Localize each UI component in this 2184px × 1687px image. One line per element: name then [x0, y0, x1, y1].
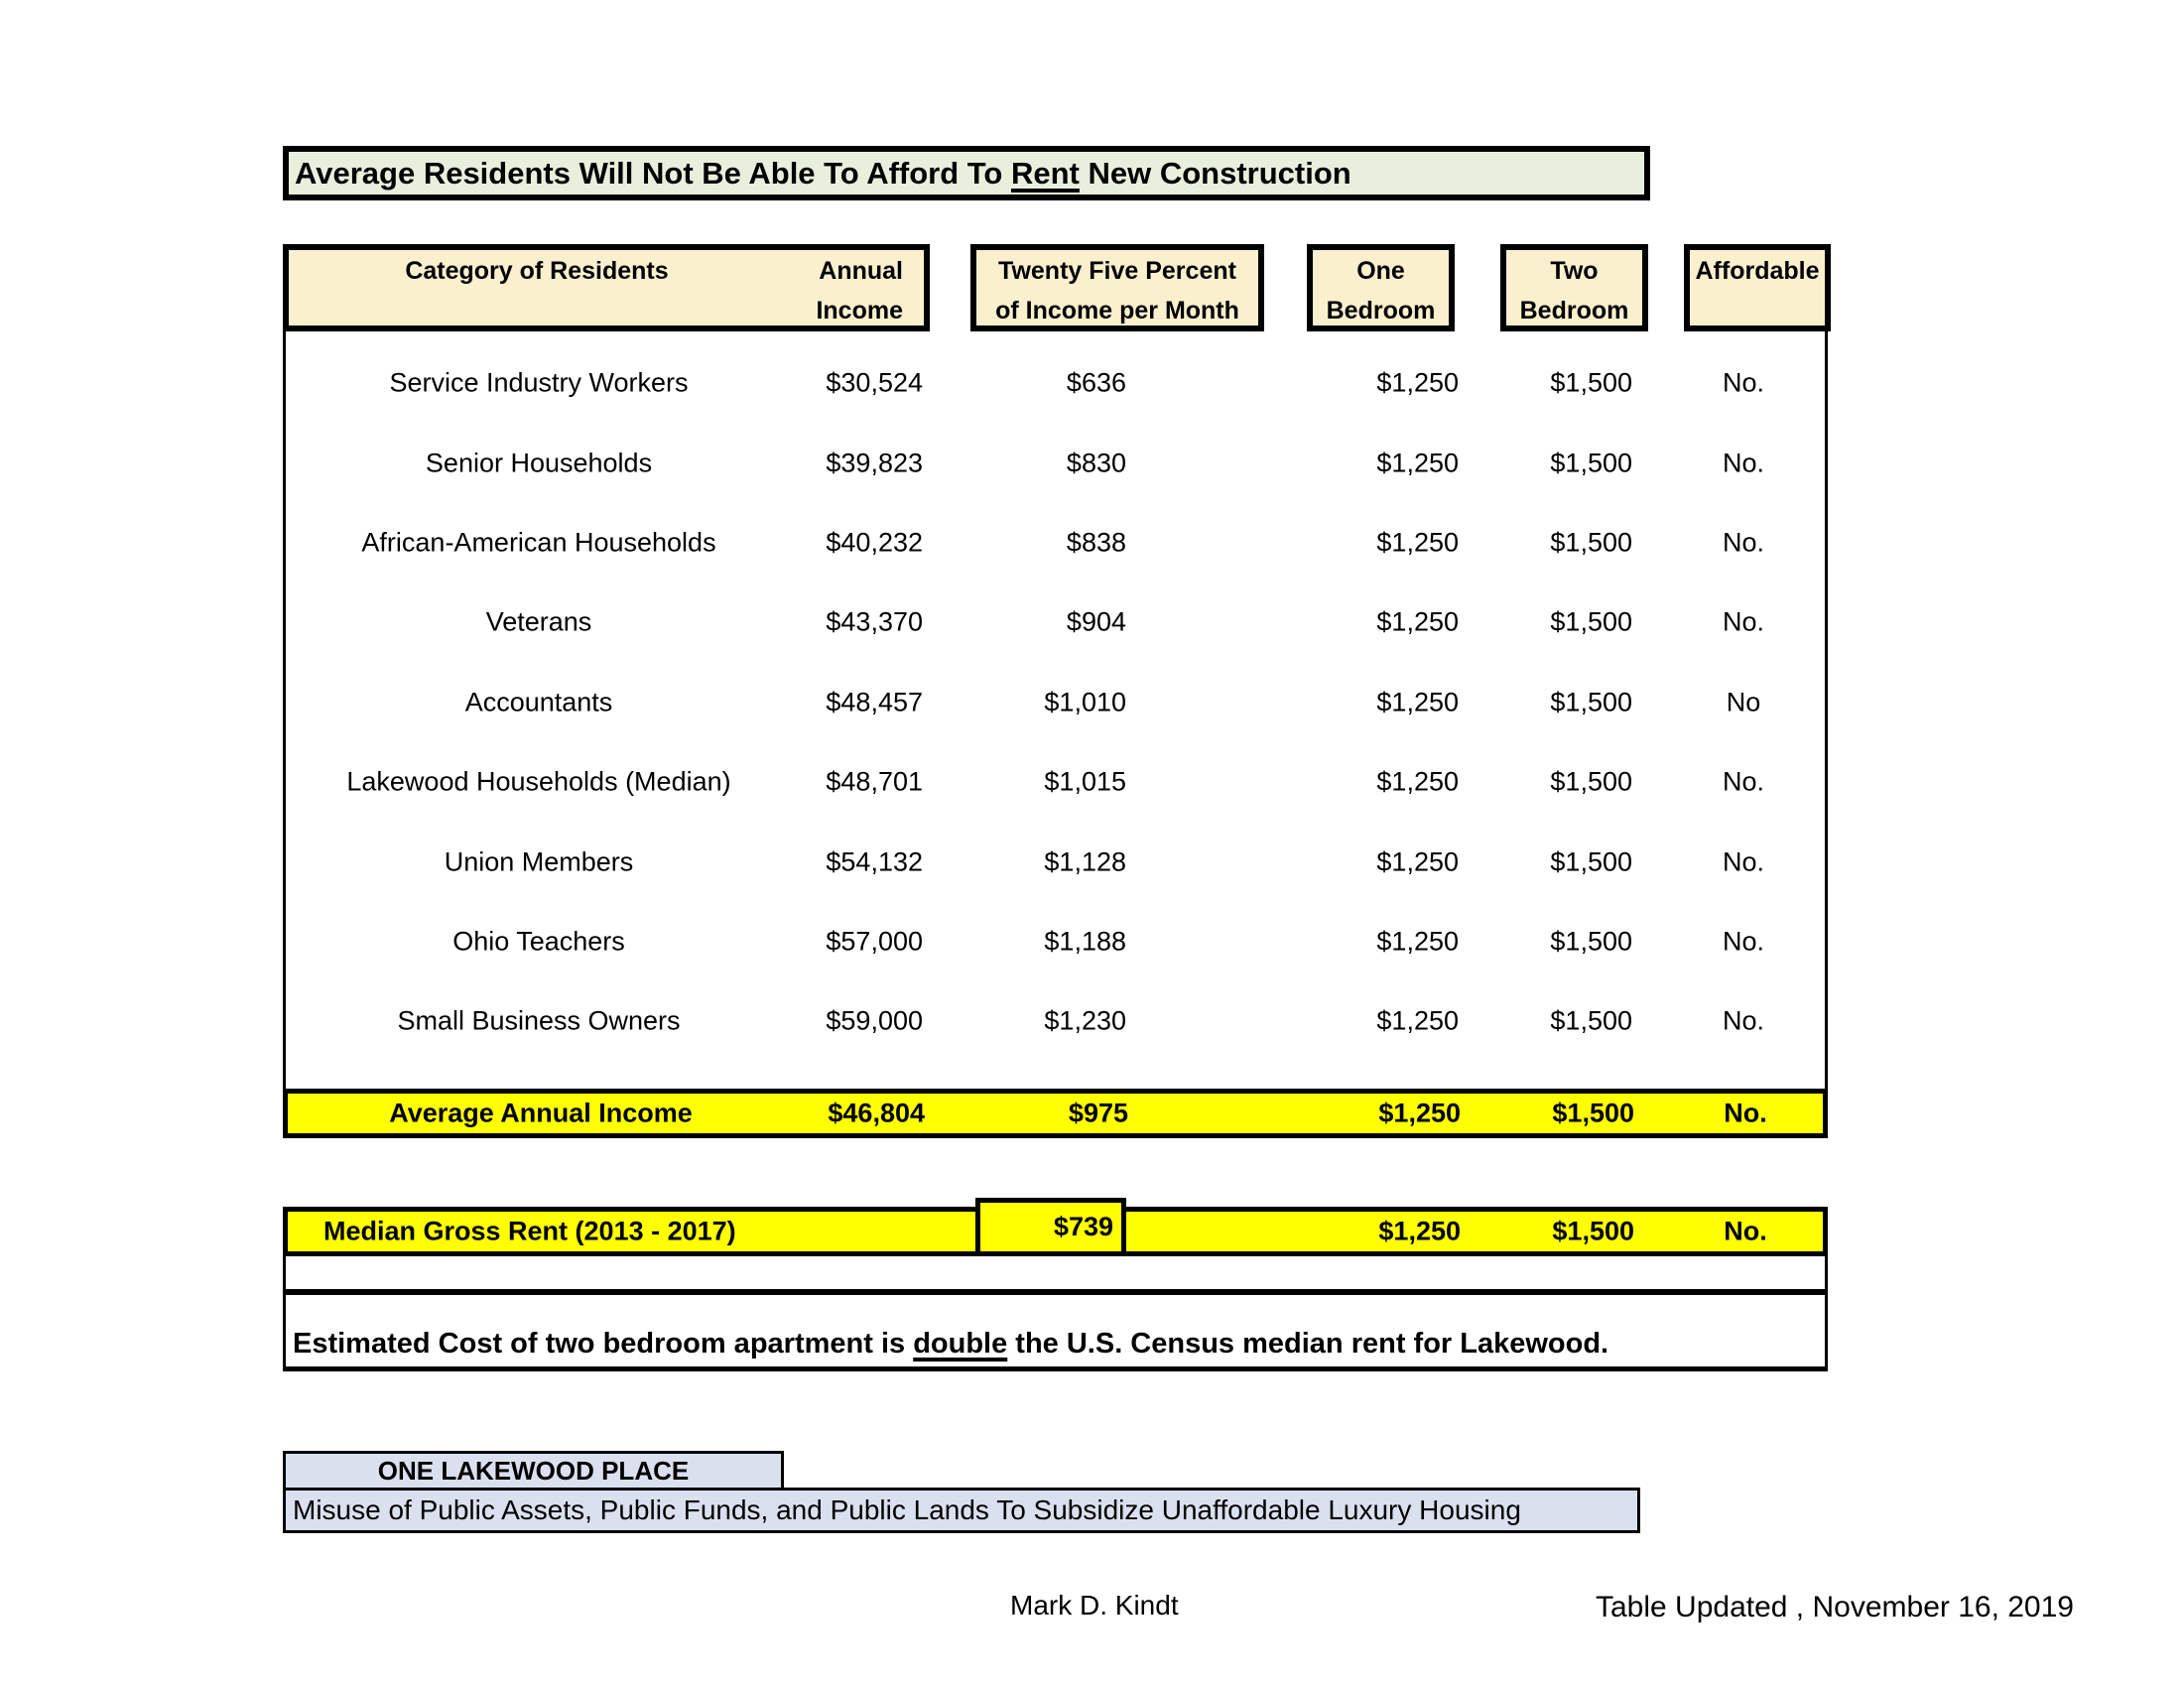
two-bedroom-cell: $1,500 [1552, 1216, 1634, 1246]
annual-income-cell: $39,823 [826, 448, 923, 478]
annual-income-cell: $48,701 [826, 766, 923, 797]
two-bedroom-cell: $1,500 [1550, 926, 1632, 957]
two-bedroom-cell: $1,500 [1550, 1005, 1632, 1036]
median-gross-rent-label: Median Gross Rent (2013 - 2017) [323, 1216, 736, 1246]
affordable-cell: No. [1722, 606, 1765, 637]
header-category: Category of Residents [405, 257, 669, 285]
annual-income-cell: $40,232 [826, 527, 923, 558]
annual-income-cell: $48,457 [826, 687, 923, 717]
category-cell: Accountants [464, 687, 613, 717]
header-two-bedroom [1500, 244, 1648, 331]
one-bedroom-cell: $1,250 [1376, 846, 1459, 877]
header-category-annual-income [283, 244, 930, 331]
two-bedroom-cell: $1,500 [1550, 846, 1632, 877]
misuse-note [283, 1488, 1640, 1533]
two-bedroom-cell: $1,500 [1550, 687, 1632, 717]
estimated-underlined-word: double [913, 1328, 1008, 1360]
annual-income-cell: $54,132 [826, 846, 923, 877]
pct-income-cell: $904 [1066, 606, 1126, 637]
one-bedroom-cell: $1,250 [1376, 926, 1459, 957]
header-affordable-label: Affordable [1695, 257, 1820, 285]
category-cell: Small Business Owners [397, 1005, 681, 1036]
annual-income-cell: $46,804 [828, 1098, 925, 1128]
table-row [286, 423, 1825, 502]
category-cell: Average Annual Income [389, 1098, 693, 1128]
one-bedroom-cell: $1,250 [1376, 367, 1459, 398]
pct-income-cell: $1,128 [1044, 846, 1126, 877]
category-cell: Union Members [444, 846, 634, 877]
one-bedroom-cell: $1,250 [1376, 766, 1459, 797]
title-prefix: Average Residents Will Not Be Able To Afford To [295, 155, 1011, 191]
two-bedroom-cell: $1,500 [1550, 766, 1632, 797]
pct-income-cell: $636 [1066, 367, 1126, 398]
header-affordable [1684, 244, 1831, 331]
footer-updated-date: Table Updated , November 16, 2019 [1596, 1591, 2074, 1623]
footer-author: Mark D. Kindt [1010, 1590, 1179, 1621]
category-cell: Service Industry Workers [389, 367, 689, 398]
table-row [286, 822, 1825, 901]
median-gross-rent-row [283, 1207, 1828, 1256]
affordable-cell: No [1726, 687, 1761, 717]
estimated-cost-note [283, 1292, 1828, 1371]
table-row [286, 503, 1825, 583]
header-one-line2: Bedroom [1326, 297, 1436, 324]
two-bedroom-cell: $1,500 [1552, 1098, 1634, 1128]
one-bedroom-cell: $1,250 [1378, 1098, 1461, 1128]
header-twenty-five-percent [970, 244, 1264, 331]
affordable-cell: No. [1722, 846, 1765, 877]
one-bedroom-cell: $1,250 [1376, 448, 1459, 478]
two-bedroom-cell: $1,500 [1550, 367, 1632, 398]
one-bedroom-cell: $1,250 [1376, 527, 1459, 558]
pct-income-cell: $1,010 [1044, 687, 1126, 717]
category-cell: Senior Households [425, 448, 653, 478]
page-title [283, 146, 1650, 200]
table-row [286, 742, 1825, 822]
estimated-prefix: Estimated Cost of two bedroom apartment is [293, 1328, 914, 1360]
one-bedroom-cell: $1,250 [1378, 1216, 1461, 1246]
table-row [286, 981, 1825, 1061]
header-income: Income [816, 297, 903, 324]
affordable-cell: No. [1722, 926, 1765, 957]
header-pct-line2: of Income per Month [995, 297, 1239, 324]
header-two-line2: Bedroom [1519, 297, 1629, 324]
pct-income-cell: $838 [1066, 527, 1126, 558]
one-lakewood-place-header [283, 1451, 784, 1491]
affordable-cell: No. [1722, 766, 1765, 797]
pct-income-cell: $1,230 [1044, 1005, 1126, 1036]
header-pct-line1: Twenty Five Percent [998, 257, 1236, 285]
pct-income-cell: $830 [1066, 448, 1126, 478]
two-bedroom-cell: $1,500 [1550, 448, 1632, 478]
affordable-cell: No. [1722, 367, 1765, 398]
affordable-cell: No. [1724, 1098, 1767, 1128]
affordable-cell: No. [1724, 1216, 1767, 1246]
category-cell: Lakewood Households (Median) [346, 766, 731, 797]
header-one-bedroom [1307, 244, 1455, 331]
one-bedroom-cell: $1,250 [1376, 1005, 1459, 1036]
estimated-suffix: the U.S. Census median rent for Lakewood. [1007, 1328, 1609, 1360]
misuse-note-text: Misuse of Public Assets, Public Funds, and Public Lands To Subsidize Unaffordable Luxury Housing [293, 1494, 1521, 1525]
annual-income-cell: $57,000 [826, 926, 923, 957]
annual-income-cell: $43,370 [826, 606, 923, 637]
empty-row [283, 1256, 1828, 1292]
table-body [283, 331, 1828, 1089]
annual-income-cell: $30,524 [826, 367, 923, 398]
affordable-cell: No. [1722, 527, 1765, 558]
affordable-cell: No. [1722, 448, 1765, 478]
header-annual: Annual [819, 257, 903, 285]
table-row [286, 583, 1825, 662]
two-bedroom-cell: $1,500 [1550, 527, 1632, 558]
table-row [286, 343, 1825, 423]
pct-income-cell: $1,015 [1044, 766, 1126, 797]
pct-income-cell: $1,188 [1044, 926, 1126, 957]
table-row [286, 663, 1825, 742]
median-rent-value-box [975, 1198, 1126, 1256]
annual-income-cell: $59,000 [826, 1005, 923, 1036]
average-annual-income-row [283, 1089, 1828, 1138]
header-one-line1: One [1356, 257, 1405, 285]
one-bedroom-cell: $1,250 [1376, 687, 1459, 717]
table-row [286, 902, 1825, 981]
one-lakewood-place-label: ONE LAKEWOOD PLACE [377, 1455, 690, 1486]
header-two-line1: Two [1550, 257, 1599, 285]
pct-income-cell: $975 [1068, 1098, 1128, 1128]
title-underlined-word: Rent [1010, 155, 1080, 191]
affordable-cell: No. [1722, 1005, 1765, 1036]
title-suffix: New Construction [1079, 155, 1351, 191]
two-bedroom-cell: $1,500 [1550, 606, 1632, 637]
category-cell: Ohio Teachers [452, 926, 625, 957]
median-rent-value: $739 [1053, 1212, 1113, 1241]
one-bedroom-cell: $1,250 [1376, 606, 1459, 637]
category-cell: Veterans [485, 606, 592, 637]
category-cell: African-American Households [361, 527, 716, 558]
